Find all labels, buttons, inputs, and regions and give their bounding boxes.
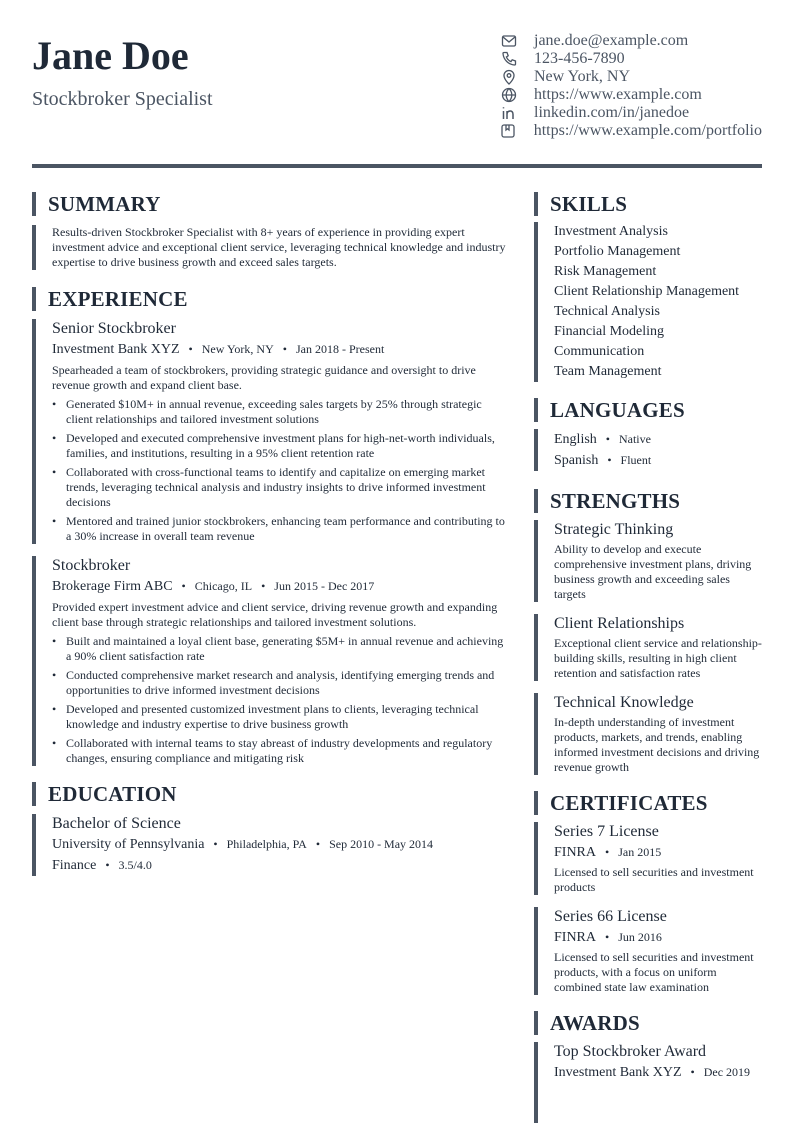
left-column [32, 190, 506, 876]
list-item: Team Management [554, 364, 662, 379]
list-item: • Collaborated with cross-functional teams to identify and capitalize on emerging market trends, leveraging technical analysis and industry insights to drive informed investment decisions [52, 465, 506, 510]
contact-portfolio-text[interactable]: https://www.example.com/portfolio [533, 122, 762, 139]
list-item: Client Relationship Management [554, 284, 740, 299]
contact-linkedin[interactable] [500, 104, 762, 122]
education-gpa: 3.5/4.0 [118, 858, 152, 872]
education-field-row: Finance • 3.5/4.0 [52, 855, 506, 876]
list-item: Financial Modeling [554, 324, 665, 339]
certificate-issuer: FINRA [554, 845, 597, 860]
job-dates: Jun 2015 - Dec 2017 [274, 579, 375, 593]
experience-job-1 [32, 319, 506, 544]
certificate-issuer: FINRA [554, 930, 597, 945]
languages-heading: LANGUAGES [534, 398, 762, 422]
strengths-heading: STRENGTHS [534, 489, 762, 513]
strength-2 [534, 614, 762, 681]
skills-heading: SKILLS [534, 192, 762, 216]
list-item: • Conducted comprehensive market research and analysis, identifying emerging trends and opportunities to drive informed investment decisions [52, 668, 506, 698]
language-level: Fluent [620, 453, 652, 467]
right-column [534, 190, 762, 1123]
strength-name: Strategic Thinking [554, 521, 674, 538]
contact-email[interactable] [500, 32, 762, 50]
job-role: Senior Stockbroker [52, 320, 176, 337]
candidate-title: Stockbroker Specialist [32, 88, 213, 110]
languages-section [534, 429, 762, 471]
language-level: Native [618, 432, 651, 446]
contact-website-text[interactable]: https://www.example.com [534, 86, 702, 103]
job-bullets [52, 634, 506, 766]
education-field: Finance [52, 858, 97, 873]
certificate-desc: Licensed to sell securities and investment products [554, 865, 754, 894]
contact-list [500, 32, 762, 140]
award-date: Dec 2019 [703, 1065, 751, 1079]
job-company: Investment Bank XYZ [52, 342, 180, 357]
job-description: Provided expert investment advice and client service, driving revenue growth and expanding client base through strategic relationships and tailored investment solutions. [52, 600, 498, 629]
job-meta: Brokerage Firm ABC • Chicago, IL • Jun 2015 - Dec 2017 [52, 576, 506, 597]
mail-icon [500, 33, 517, 50]
resume-header [32, 32, 762, 144]
job-meta: Investment Bank XYZ • New York, NY • Jan 2018 - Present [52, 339, 506, 360]
list-item: Portfolio Management [554, 244, 681, 259]
award-issuer: Investment Bank XYZ [554, 1065, 682, 1080]
certificate-date: Jun 2016 [618, 930, 662, 944]
contact-linkedin-text[interactable]: linkedin.com/in/janedoe [534, 104, 690, 121]
list-item: • Developed and executed comprehensive investment plans for high-net-worth individuals, families, and institutions, resulting in a 95% client retention rate [52, 431, 506, 461]
contact-phone-text[interactable]: 123-456-7890 [534, 50, 625, 67]
education-school: University of Pennsylvania [52, 837, 205, 852]
strength-desc: Ability to develop and execute comprehensive investment plans, driving business growth and exceeding sales targets [554, 542, 752, 601]
strength-name: Client Relationships [554, 615, 685, 632]
globe-icon [500, 87, 517, 104]
contact-location [500, 68, 762, 86]
linkedin-icon [500, 105, 517, 122]
language-name: Spanish [554, 453, 599, 468]
certificates-heading: CERTIFICATES [534, 791, 762, 815]
strength-desc: In-depth understanding of investment products, markets, and trends, enabling informed investment decisions and driving revenue growth [554, 715, 760, 774]
summary-heading: SUMMARY [32, 192, 506, 216]
experience-heading: EXPERIENCE [32, 287, 506, 311]
list-item: Investment Analysis [554, 224, 668, 239]
phone-icon [500, 51, 517, 68]
list-item: • Developed and presented customized investment plans to clients, leveraging technical knowledge and industry expertise to drive business growth [52, 702, 506, 732]
list-item: • Built and maintained a loyal client base, generating $5M+ in annual revenue and achieving a 90% client satisfaction rate [52, 634, 506, 664]
job-location: Chicago, IL [194, 579, 253, 593]
certificate-desc: Licensed to sell securities and investment products, with a focus on uniform combined state law examination [554, 950, 754, 994]
contact-phone[interactable] [500, 50, 762, 68]
awards-heading: AWARDS [534, 1011, 762, 1035]
education-section [32, 814, 506, 876]
contact-email-text[interactable]: jane.doe@example.com [534, 32, 689, 49]
experience-job-2 [32, 556, 506, 766]
job-bullets [52, 397, 506, 544]
awards-section [534, 1042, 762, 1123]
list-item: Risk Management [554, 264, 657, 279]
list-item: Spanish • Fluent [554, 450, 762, 471]
portfolio-icon [500, 123, 517, 140]
list-item: • Mentored and trained junior stockbrokers, enhancing team performance and contributing to a 30% increase in overall team revenue [52, 514, 506, 544]
list-item: English • Native [554, 429, 762, 450]
certificate-1 [534, 822, 762, 895]
strength-3 [534, 693, 762, 775]
summary-text: Results-driven Stockbroker Specialist with 8+ years of experience in providing expert investment advice and exceptional client service, leveraging technical knowledge and industry expertise to drive business growth and exceed sales targets. [52, 225, 506, 269]
location-icon [500, 69, 517, 86]
strength-name: Technical Knowledge [554, 694, 694, 711]
summary-section [32, 225, 506, 270]
list-item: Technical Analysis [554, 304, 660, 319]
header-divider [32, 164, 762, 168]
education-degree: Bachelor of Science [52, 815, 181, 832]
award-meta: Investment Bank XYZ • Dec 2019 [554, 1062, 762, 1083]
certificate-name: Series 66 License [554, 908, 667, 925]
contact-portfolio[interactable] [500, 122, 762, 140]
strength-desc: Exceptional client service and relationship-building skills, resulting in high client retention and satisfaction rates [554, 636, 762, 680]
job-company: Brokerage Firm ABC [52, 579, 173, 594]
education-meta: University of Pennsylvania • Philadelphia, PA • Sep 2010 - May 2014 [52, 834, 506, 855]
certificate-meta: FINRA • Jan 2015 [554, 842, 762, 863]
strength-1 [534, 520, 762, 602]
contact-location-text: New York, NY [534, 68, 631, 85]
job-location: New York, NY [201, 342, 274, 356]
list-item: • Collaborated with internal teams to stay abreast of industry developments and regulatory changes, ensuring compliance and mitigating risk [52, 736, 506, 766]
job-description: Spearheaded a team of stockbrokers, providing strategic guidance and oversight to drive revenue growth and expand client base. [52, 363, 476, 392]
certificate-meta: FINRA • Jun 2016 [554, 927, 762, 948]
education-dates: Sep 2010 - May 2014 [329, 837, 434, 851]
skills-section [534, 222, 762, 382]
list-item: • Generated $10M+ in annual revenue, exceeding sales targets by 25% through strategic client relationships and tailored investment solutions [52, 397, 506, 427]
education-heading: EDUCATION [32, 782, 506, 806]
award-name: Top Stockbroker Award [554, 1043, 707, 1060]
certificate-2 [534, 907, 762, 995]
list-item: Communication [554, 344, 645, 359]
certificate-date: Jan 2015 [618, 845, 662, 859]
contact-website[interactable] [500, 86, 762, 104]
job-role: Stockbroker [52, 557, 131, 574]
education-location: Philadelphia, PA [226, 837, 307, 851]
job-dates: Jan 2018 - Present [295, 342, 385, 356]
certificate-name: Series 7 License [554, 823, 659, 840]
candidate-name: Jane Doe [32, 33, 189, 78]
language-name: English [554, 432, 597, 447]
